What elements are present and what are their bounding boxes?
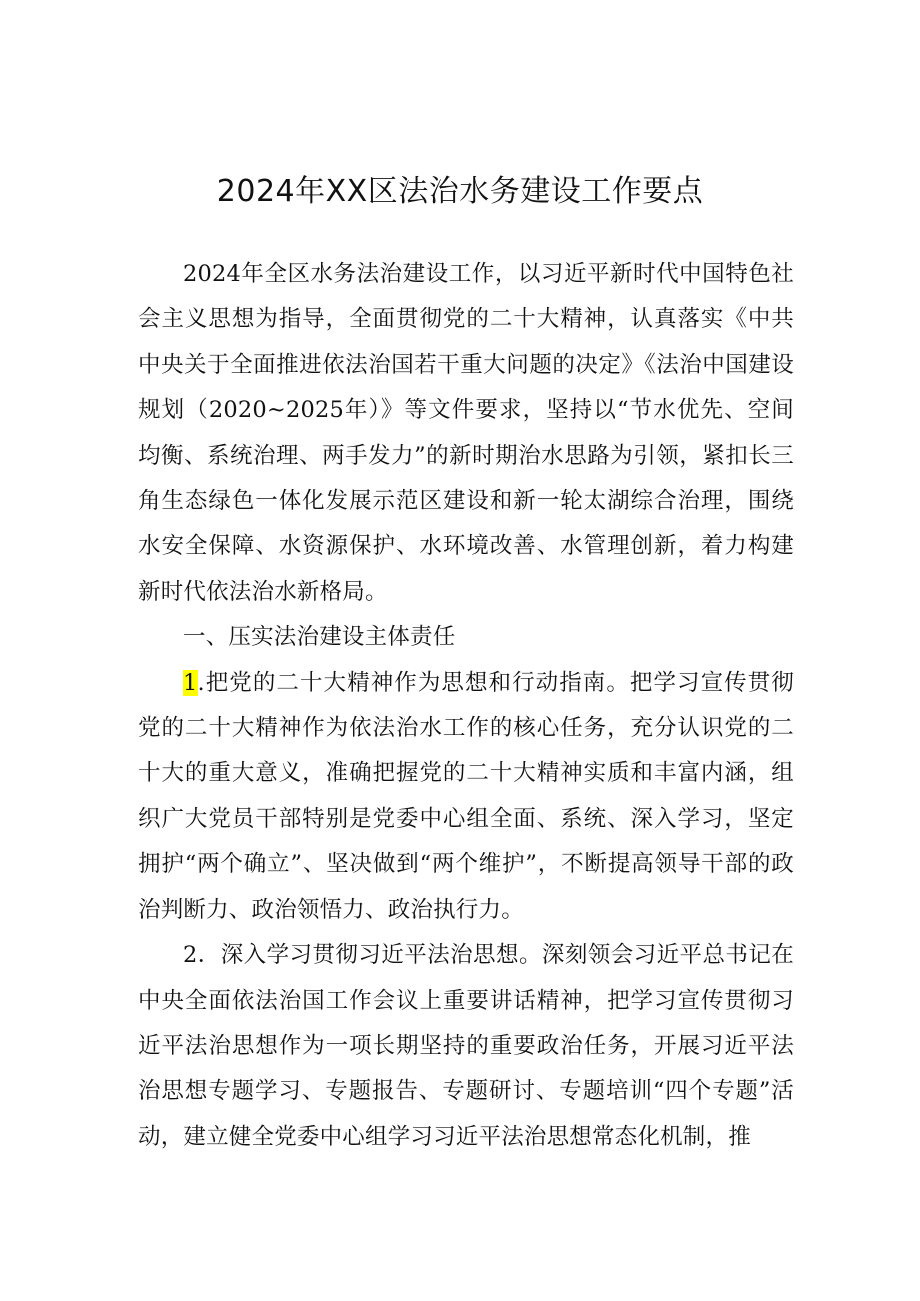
section-heading: 一、压实法治建设主体责任 [183, 624, 456, 651]
highlighted-item-number: 1 [183, 669, 198, 696]
document-body [138, 252, 794, 1160]
intro-paragraph: 2024年全区水务法治建设工作，以习近平新时代中国特色社会主义思想为指导，全面贯彻党的二十大精神，认真落实《中共中央关于全面推进依法治国若干重大问题的决定》《法治中国建设规划（2020~2025年）》等文件要求，坚持以“节水优先、空间均衡、系统治理、两手发力”的新时期治水思路为引领，紧扣长三角生态绿色一体化发展示范区建设和新一轮太湖综合治理，围绕水安全保障、水资源保护、水环境改善、水管理创新，着力构建新时代依法治水新格局。 [138, 261, 794, 605]
item-1-text: .把党的二十大精神作为思想和行动指南。把学习宣传贯彻党的二十大精神作为依法治水工作的核心任务，充分认识党的二十大的重大意义，准确把握党的二十大精神实质和丰富内涵，组织广大党员干部特别是党委中心组全面、系统、深入学习，坚定拥护“两个确立”、坚决做到“两个维护”，不断提高领导干部的政治判断力、政治领悟力、政治执行力。 [138, 669, 794, 923]
document-title: 2024年XX区法治水务建设工作要点 [216, 174, 704, 209]
item-2-paragraph: 2．深入学习贯彻习近平法治思想。深刻领会习近平总书记在中央全面依法治国工作会议上重要讲话精神，把学习宣传贯彻习近平法治思想作为一项长期坚持的重要政治任务，开展习近平法治思想专题学习、专题报告、专题研讨、专题培训“四个专题”活动，建立健全党委中心组学习习近平法治思想常态化机制，推 [138, 942, 794, 1150]
item-1-paragraph [138, 661, 794, 933]
